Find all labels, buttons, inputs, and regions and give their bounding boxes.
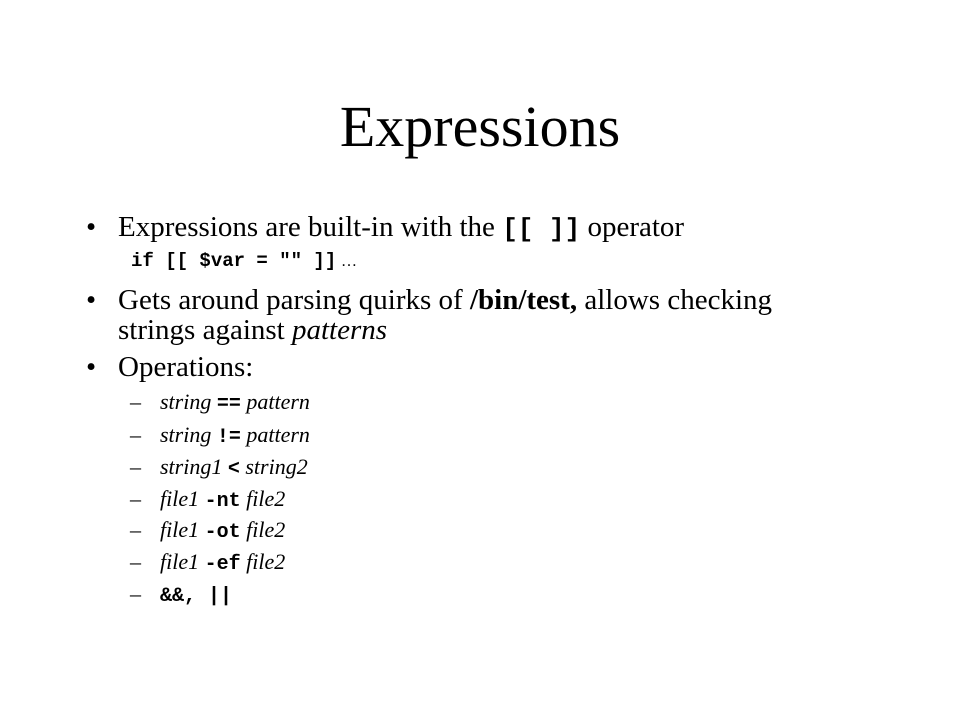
inline-code: [[ ]] [502,214,581,244]
bullet-text [118,211,684,246]
operator: -nt [204,490,241,513]
operation-text [160,517,285,546]
dash-glyph: – [130,389,141,414]
bullet-text-part: Gets around parsing quirks of [118,284,470,316]
operator: -ef [204,553,241,576]
operator: == [216,393,241,416]
bullet-text: Operations: [118,351,254,383]
operation-text [160,454,308,483]
bullet-text-part: Expressions are built-in with the [118,211,503,243]
operand: string [160,389,212,414]
operator: -ot [204,521,241,544]
dash-glyph: – [130,422,141,447]
dash-glyph: – [130,454,141,479]
bullet-glyph: • [86,284,97,316]
italic-text: patterns [292,314,388,346]
operand: file1 [160,486,200,511]
dash-glyph: – [130,517,141,542]
operation-text [160,549,285,578]
bullet-text-part: operator [580,211,685,243]
operand: file2 [246,517,286,542]
dash-glyph: – [130,486,141,511]
code-text: if [[ $var = "" ]] [131,250,337,272]
operand: file1 [160,549,200,574]
operand: string [160,422,212,447]
operand: file2 [246,549,286,574]
bullet-text-part: strings against [118,314,292,346]
dash-glyph: – [130,549,141,574]
operator: &&, || [160,585,233,608]
operand: string2 [245,454,308,479]
bullet-glyph: • [86,351,97,383]
operation-text [160,486,285,515]
dash-glyph: – [130,581,141,606]
operand: pattern [246,422,310,447]
operand: file1 [160,517,200,542]
slide-title: Expressions [339,94,621,159]
bullet-text [118,284,772,317]
operand: string1 [160,454,223,479]
operation-text [160,422,310,451]
bullet-glyph: • [86,211,97,243]
operation-text [160,389,310,418]
code-example [131,249,357,274]
operation-text [160,581,232,610]
operator: < [227,458,240,481]
bold-text: /bin/test, [469,284,578,316]
operand: pattern [246,389,310,414]
code-ellipsis: … [340,253,357,270]
operand: file2 [246,486,286,511]
bullet-text [118,314,387,347]
operator: != [216,426,241,449]
bullet-text-part: allows checking [577,284,773,316]
